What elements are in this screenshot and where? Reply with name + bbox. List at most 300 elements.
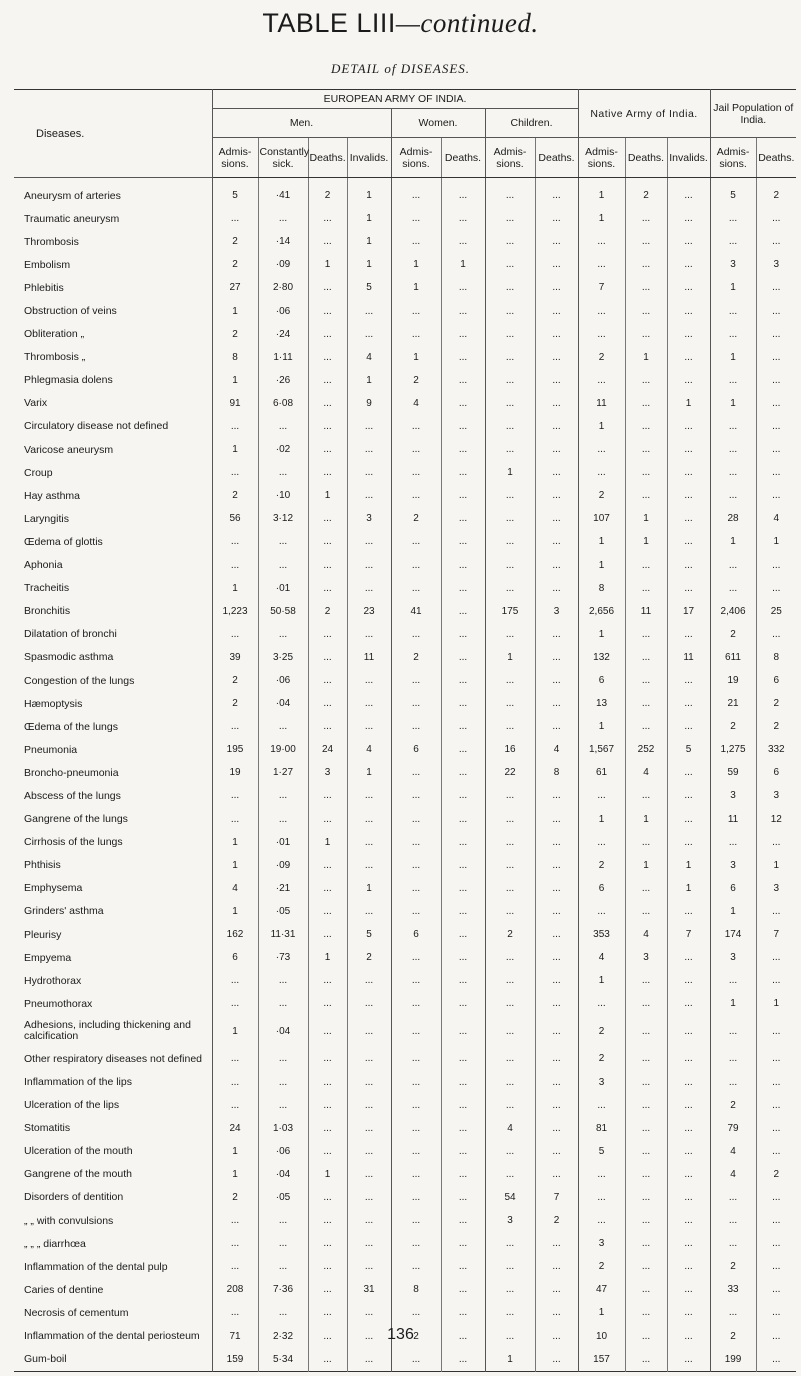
- cell-women-deaths: ...: [441, 530, 485, 553]
- cell-men-admissions: ...: [212, 969, 258, 992]
- subtitle-of: of: [384, 61, 397, 76]
- cell-men-admissions: 1: [212, 299, 258, 322]
- cell-women-admissions: ...: [391, 715, 441, 738]
- cell-children-deaths: ...: [535, 923, 578, 946]
- cell-jail-deaths: ...: [756, 1070, 796, 1093]
- cell-children-deaths: ...: [535, 1232, 578, 1255]
- cell-men-deaths: ...: [308, 230, 347, 253]
- cell-men-deaths: ...: [308, 1140, 347, 1163]
- cell-children-deaths: ...: [535, 808, 578, 831]
- cell-jail-admissions: 3: [710, 253, 756, 276]
- cell-men-constantly-sick: ...: [258, 784, 308, 807]
- header-native-admissions: Admis-sions.: [578, 138, 625, 178]
- cell-native-admissions: 2: [578, 1255, 625, 1278]
- cell-men-constantly-sick: ·04: [258, 1163, 308, 1186]
- cell-men-admissions: 159: [212, 1348, 258, 1372]
- cell-jail-deaths: ...: [756, 1278, 796, 1301]
- cell-men-invalids: 1: [347, 761, 391, 784]
- cell-men-admissions: ...: [212, 554, 258, 577]
- cell-men-invalids: ...: [347, 1255, 391, 1278]
- cell-jail-admissions: 59: [710, 761, 756, 784]
- cell-native-admissions: 2: [578, 1047, 625, 1070]
- cell-native-invalids: ...: [667, 623, 710, 646]
- cell-men-deaths: ...: [308, 1232, 347, 1255]
- cell-men-admissions: 162: [212, 923, 258, 946]
- cell-children-deaths: ...: [535, 623, 578, 646]
- cell-men-deaths: ...: [308, 923, 347, 946]
- cell-women-deaths: ...: [441, 1117, 485, 1140]
- cell-men-constantly-sick: 7·36: [258, 1278, 308, 1301]
- cell-men-constantly-sick: 19·00: [258, 738, 308, 761]
- cell-jail-deaths: ...: [756, 969, 796, 992]
- cell-women-deaths: ...: [441, 1186, 485, 1209]
- cell-children-admissions: ...: [485, 276, 535, 299]
- table-row: [14, 530, 796, 553]
- cell-children-admissions: ...: [485, 1047, 535, 1070]
- disease-name: „ „ „ diarrhœa: [24, 1237, 86, 1250]
- cell-men-admissions: 91: [212, 392, 258, 415]
- header-native-army: Native Army of India.: [578, 90, 710, 138]
- cell-native-invalids: 1: [667, 392, 710, 415]
- header-native-deaths: Deaths.: [625, 138, 667, 178]
- cell-women-admissions: ...: [391, 484, 441, 507]
- cell-women-deaths: ...: [441, 900, 485, 923]
- cell-native-admissions: 7: [578, 276, 625, 299]
- cell-jail-admissions: ...: [710, 1301, 756, 1324]
- cell-jail-admissions: 4: [710, 1140, 756, 1163]
- cell-native-deaths: ...: [625, 1117, 667, 1140]
- cell-men-admissions: ...: [212, 207, 258, 230]
- cell-women-admissions: ...: [391, 623, 441, 646]
- cell-men-admissions: ...: [212, 992, 258, 1015]
- cell-men-admissions: 2: [212, 484, 258, 507]
- cell-women-deaths: ...: [441, 600, 485, 623]
- cell-women-admissions: ...: [391, 761, 441, 784]
- cell-men-constantly-sick: ...: [258, 715, 308, 738]
- cell-children-admissions: 4: [485, 1117, 535, 1140]
- cell-men-admissions: 1,223: [212, 600, 258, 623]
- cell-men-deaths: 2: [308, 178, 347, 208]
- disease-name: Necrosis of cementum: [24, 1306, 129, 1319]
- cell-children-admissions: ...: [485, 946, 535, 969]
- cell-jail-deaths: ...: [756, 438, 796, 461]
- cell-men-deaths: ...: [308, 554, 347, 577]
- table-bottom-rule: [14, 1371, 796, 1376]
- cell-jail-admissions: 79: [710, 1117, 756, 1140]
- cell-native-deaths: ...: [625, 299, 667, 322]
- cell-men-deaths: ...: [308, 276, 347, 299]
- table-row: [14, 1015, 796, 1047]
- cell-native-admissions: ...: [578, 1094, 625, 1117]
- cell-native-admissions: 2,656: [578, 600, 625, 623]
- cell-jail-admissions: 174: [710, 923, 756, 946]
- cell-men-invalids: 1: [347, 253, 391, 276]
- disease-name: Hay asthma: [24, 489, 81, 502]
- cell-native-deaths: ...: [625, 230, 667, 253]
- cell-men-constantly-sick: ...: [258, 1094, 308, 1117]
- cell-native-invalids: ...: [667, 1117, 710, 1140]
- cell-children-admissions: 1: [485, 1348, 535, 1372]
- cell-children-deaths: ...: [535, 784, 578, 807]
- cell-women-deaths: ...: [441, 1070, 485, 1093]
- cell-native-invalids: 1: [667, 854, 710, 877]
- disease-name: Obliteration „: [24, 328, 85, 341]
- cell-jail-deaths: ...: [756, 1186, 796, 1209]
- cell-native-admissions: 61: [578, 761, 625, 784]
- cell-jail-deaths: ...: [756, 1325, 796, 1348]
- disease-name: Thrombosis: [24, 235, 79, 248]
- cell-native-invalids: ...: [667, 1325, 710, 1348]
- table-row: [14, 1209, 796, 1232]
- cell-women-admissions: ...: [391, 438, 441, 461]
- cell-native-deaths: ...: [625, 969, 667, 992]
- cell-men-admissions: ...: [212, 1209, 258, 1232]
- cell-native-deaths: ...: [625, 1047, 667, 1070]
- cell-men-constantly-sick: ·09: [258, 253, 308, 276]
- cell-native-deaths: ...: [625, 1348, 667, 1372]
- cell-jail-deaths: ...: [756, 415, 796, 438]
- cell-children-deaths: ...: [535, 507, 578, 530]
- disease-name: Adhesions, including thickening and calcification: [24, 1019, 191, 1043]
- cell-native-admissions: 1,567: [578, 738, 625, 761]
- cell-men-deaths: ...: [308, 438, 347, 461]
- cell-men-admissions: ...: [212, 1047, 258, 1070]
- cell-native-invalids: ...: [667, 1255, 710, 1278]
- table-row: [14, 392, 796, 415]
- cell-men-deaths: ...: [308, 1117, 347, 1140]
- cell-men-admissions: 195: [212, 738, 258, 761]
- table-row: [14, 554, 796, 577]
- cell-men-admissions: 24: [212, 1117, 258, 1140]
- cell-women-deaths: ...: [441, 1232, 485, 1255]
- cell-native-invalids: ...: [667, 438, 710, 461]
- cell-children-deaths: ...: [535, 577, 578, 600]
- cell-men-deaths: 1: [308, 831, 347, 854]
- cell-jail-admissions: 3: [710, 946, 756, 969]
- cell-men-constantly-sick: ·26: [258, 369, 308, 392]
- cell-men-admissions: 1: [212, 1015, 258, 1047]
- table-row: [14, 484, 796, 507]
- cell-women-admissions: ...: [391, 900, 441, 923]
- cell-native-invalids: ...: [667, 1348, 710, 1372]
- cell-children-deaths: ...: [535, 1301, 578, 1324]
- cell-jail-admissions: 2: [710, 1094, 756, 1117]
- cell-children-deaths: ...: [535, 178, 578, 208]
- cell-children-deaths: ...: [535, 992, 578, 1015]
- cell-women-admissions: ...: [391, 1232, 441, 1255]
- cell-women-admissions: ...: [391, 969, 441, 992]
- disease-name: Inflammation of the dental periosteum: [24, 1330, 200, 1343]
- cell-women-admissions: ...: [391, 669, 441, 692]
- cell-jail-deaths: ...: [756, 346, 796, 369]
- cell-native-admissions: 1: [578, 1301, 625, 1324]
- cell-native-invalids: 17: [667, 600, 710, 623]
- cell-men-invalids: ...: [347, 1325, 391, 1348]
- cell-women-deaths: ...: [441, 392, 485, 415]
- cell-jail-deaths: ...: [756, 577, 796, 600]
- table-row: [14, 276, 796, 299]
- cell-men-invalids: ...: [347, 1348, 391, 1372]
- cell-women-deaths: ...: [441, 738, 485, 761]
- cell-native-invalids: ...: [667, 1094, 710, 1117]
- cell-jail-admissions: 5: [710, 178, 756, 208]
- cell-men-deaths: 2: [308, 600, 347, 623]
- cell-jail-admissions: 2,406: [710, 600, 756, 623]
- cell-native-admissions: 4: [578, 946, 625, 969]
- cell-men-deaths: ...: [308, 530, 347, 553]
- cell-children-deaths: ...: [535, 1278, 578, 1301]
- cell-native-admissions: ...: [578, 784, 625, 807]
- cell-children-admissions: ...: [485, 415, 535, 438]
- cell-native-admissions: 6: [578, 669, 625, 692]
- table-row: [14, 831, 796, 854]
- cell-women-deaths: ...: [441, 646, 485, 669]
- cell-women-admissions: 2: [391, 1325, 441, 1348]
- cell-native-invalids: ...: [667, 1163, 710, 1186]
- cell-children-deaths: ...: [535, 207, 578, 230]
- cell-men-deaths: ...: [308, 1255, 347, 1278]
- cell-men-admissions: 8: [212, 346, 258, 369]
- cell-women-deaths: ...: [441, 484, 485, 507]
- table-row: [14, 1140, 796, 1163]
- cell-men-invalids: ...: [347, 461, 391, 484]
- cell-men-invalids: ...: [347, 438, 391, 461]
- cell-native-deaths: ...: [625, 646, 667, 669]
- cell-jail-deaths: ...: [756, 230, 796, 253]
- table-row: [14, 646, 796, 669]
- cell-men-constantly-sick: ...: [258, 969, 308, 992]
- cell-men-deaths: ...: [308, 461, 347, 484]
- cell-jail-deaths: 2: [756, 1163, 796, 1186]
- cell-native-deaths: ...: [625, 831, 667, 854]
- cell-children-admissions: ...: [485, 1278, 535, 1301]
- cell-men-constantly-sick: 11·31: [258, 923, 308, 946]
- cell-men-constantly-sick: 3·12: [258, 507, 308, 530]
- cell-children-admissions: ...: [485, 230, 535, 253]
- cell-women-admissions: ...: [391, 808, 441, 831]
- cell-children-admissions: ...: [485, 715, 535, 738]
- cell-women-admissions: ...: [391, 1348, 441, 1372]
- cell-men-invalids: 5: [347, 923, 391, 946]
- cell-men-invalids: 1: [347, 369, 391, 392]
- table-row: [14, 1301, 796, 1324]
- disease-name: Congestion of the lungs: [24, 674, 135, 687]
- cell-men-constantly-sick: ...: [258, 415, 308, 438]
- cell-men-invalids: ...: [347, 1186, 391, 1209]
- cell-native-admissions: ...: [578, 1186, 625, 1209]
- cell-men-admissions: 1: [212, 831, 258, 854]
- cell-men-invalids: 1: [347, 178, 391, 208]
- cell-native-deaths: ...: [625, 1015, 667, 1047]
- cell-women-admissions: ...: [391, 784, 441, 807]
- header-men: Men.: [212, 109, 391, 138]
- table-row: [14, 669, 796, 692]
- cell-jail-admissions: 19: [710, 669, 756, 692]
- cell-native-admissions: 47: [578, 1278, 625, 1301]
- cell-native-deaths: ...: [625, 623, 667, 646]
- cell-women-admissions: 1: [391, 253, 441, 276]
- cell-native-deaths: 3: [625, 946, 667, 969]
- header-women-admissions: Admis-sions.: [391, 138, 441, 178]
- cell-women-deaths: ...: [441, 438, 485, 461]
- disease-name: Obstruction of veins: [24, 305, 117, 318]
- disease-name: Abscess of the lungs: [24, 789, 121, 802]
- table-row: [14, 1348, 796, 1372]
- cell-men-admissions: ...: [212, 1232, 258, 1255]
- cell-children-deaths: ...: [535, 369, 578, 392]
- cell-men-constantly-sick: ·04: [258, 1015, 308, 1047]
- cell-men-constantly-sick: 2·32: [258, 1325, 308, 1348]
- disease-name: Bronchitis: [24, 605, 71, 618]
- cell-native-deaths: ...: [625, 253, 667, 276]
- cell-men-admissions: 2: [212, 230, 258, 253]
- cell-jail-deaths: ...: [756, 1117, 796, 1140]
- cell-jail-deaths: ...: [756, 276, 796, 299]
- cell-children-admissions: ...: [485, 784, 535, 807]
- header-jail-admissions: Admis-sions.: [710, 138, 756, 178]
- cell-native-deaths: ...: [625, 276, 667, 299]
- cell-women-deaths: ...: [441, 923, 485, 946]
- subtitle-detail: DETAIL: [330, 61, 381, 76]
- cell-women-deaths: ...: [441, 692, 485, 715]
- cell-children-deaths: ...: [535, 1094, 578, 1117]
- cell-children-deaths: 2: [535, 1209, 578, 1232]
- cell-women-admissions: ...: [391, 1047, 441, 1070]
- disease-name: Hydrothorax: [24, 974, 82, 987]
- cell-native-admissions: ...: [578, 299, 625, 322]
- cell-children-deaths: ...: [535, 438, 578, 461]
- cell-women-admissions: 1: [391, 346, 441, 369]
- cell-native-admissions: 13: [578, 692, 625, 715]
- cell-men-admissions: 1: [212, 900, 258, 923]
- table-row: [14, 178, 796, 208]
- cell-men-constantly-sick: ...: [258, 1255, 308, 1278]
- cell-jail-admissions: 33: [710, 1278, 756, 1301]
- cell-men-invalids: 4: [347, 738, 391, 761]
- cell-native-deaths: ...: [625, 438, 667, 461]
- cell-native-deaths: ...: [625, 392, 667, 415]
- cell-women-admissions: ...: [391, 323, 441, 346]
- cell-jail-deaths: ...: [756, 369, 796, 392]
- cell-men-deaths: ...: [308, 969, 347, 992]
- cell-children-deaths: ...: [535, 831, 578, 854]
- cell-native-invalids: ...: [667, 253, 710, 276]
- cell-men-invalids: 23: [347, 600, 391, 623]
- cell-men-invalids: ...: [347, 831, 391, 854]
- cell-native-admissions: 2: [578, 484, 625, 507]
- cell-native-admissions: 1: [578, 715, 625, 738]
- cell-men-invalids: ...: [347, 669, 391, 692]
- cell-native-deaths: ...: [625, 1094, 667, 1117]
- cell-native-admissions: 157: [578, 1348, 625, 1372]
- cell-native-deaths: 1: [625, 808, 667, 831]
- cell-women-deaths: ...: [441, 346, 485, 369]
- cell-children-deaths: 3: [535, 600, 578, 623]
- cell-women-admissions: ...: [391, 946, 441, 969]
- cell-men-invalids: ...: [347, 1094, 391, 1117]
- table-row: [14, 854, 796, 877]
- cell-native-deaths: ...: [625, 1232, 667, 1255]
- table-row: [14, 923, 796, 946]
- cell-native-admissions: 1: [578, 623, 625, 646]
- cell-native-admissions: ...: [578, 438, 625, 461]
- cell-native-deaths: ...: [625, 1325, 667, 1348]
- cell-jail-deaths: ...: [756, 1301, 796, 1324]
- disease-name: Œdema of the lungs: [24, 720, 118, 733]
- table-row: [14, 692, 796, 715]
- cell-women-deaths: ...: [441, 946, 485, 969]
- cell-men-invalids: ...: [347, 1140, 391, 1163]
- cell-children-deaths: ...: [535, 969, 578, 992]
- cell-women-deaths: ...: [441, 992, 485, 1015]
- cell-men-constantly-sick: ·06: [258, 669, 308, 692]
- cell-jail-admissions: ...: [710, 230, 756, 253]
- cell-men-deaths: ...: [308, 784, 347, 807]
- cell-jail-admissions: ...: [710, 831, 756, 854]
- cell-women-deaths: ...: [441, 877, 485, 900]
- cell-children-admissions: ...: [485, 692, 535, 715]
- cell-native-invalids: ...: [667, 323, 710, 346]
- table-row: [14, 1186, 796, 1209]
- cell-native-invalids: ...: [667, 1015, 710, 1047]
- cell-men-admissions: 2: [212, 1186, 258, 1209]
- disease-name: Stomatitis: [24, 1122, 71, 1135]
- cell-women-deaths: ...: [441, 461, 485, 484]
- cell-jail-deaths: ...: [756, 623, 796, 646]
- cell-children-admissions: ...: [485, 623, 535, 646]
- cell-jail-admissions: ...: [710, 207, 756, 230]
- table-row: [14, 877, 796, 900]
- cell-men-admissions: 2: [212, 323, 258, 346]
- cell-men-constantly-sick: ...: [258, 1209, 308, 1232]
- cell-women-admissions: ...: [391, 577, 441, 600]
- cell-jail-admissions: 11: [710, 808, 756, 831]
- cell-men-deaths: 24: [308, 738, 347, 761]
- cell-jail-deaths: 8: [756, 646, 796, 669]
- table-row: [14, 969, 796, 992]
- cell-men-constantly-sick: ·01: [258, 577, 308, 600]
- cell-jail-deaths: ...: [756, 207, 796, 230]
- table-row: [14, 1094, 796, 1117]
- disease-name: Aneurysm of arteries: [24, 189, 121, 202]
- cell-native-invalids: ...: [667, 1070, 710, 1093]
- cell-native-deaths: ...: [625, 1209, 667, 1232]
- cell-men-admissions: 56: [212, 507, 258, 530]
- cell-native-deaths: ...: [625, 669, 667, 692]
- disease-name: Tracheitis: [24, 582, 70, 595]
- cell-children-deaths: ...: [535, 715, 578, 738]
- cell-native-invalids: 11: [667, 646, 710, 669]
- cell-women-deaths: ...: [441, 761, 485, 784]
- cell-native-invalids: ...: [667, 1186, 710, 1209]
- cell-women-admissions: ...: [391, 877, 441, 900]
- cell-native-deaths: ...: [625, 1070, 667, 1093]
- cell-men-deaths: ...: [308, 692, 347, 715]
- cell-jail-deaths: 3: [756, 253, 796, 276]
- cell-men-invalids: ...: [347, 715, 391, 738]
- cell-native-deaths: 1: [625, 530, 667, 553]
- cell-children-admissions: ...: [485, 253, 535, 276]
- cell-men-constantly-sick: ·41: [258, 178, 308, 208]
- disease-name: Ulceration of the lips: [24, 1099, 120, 1112]
- table-row: [14, 900, 796, 923]
- cell-native-admissions: 8: [578, 577, 625, 600]
- cell-native-invalids: ...: [667, 992, 710, 1015]
- cell-children-deaths: ...: [535, 461, 578, 484]
- cell-jail-deaths: ...: [756, 1047, 796, 1070]
- cell-native-deaths: 1: [625, 346, 667, 369]
- disease-name: Œdema of glottis: [24, 535, 103, 548]
